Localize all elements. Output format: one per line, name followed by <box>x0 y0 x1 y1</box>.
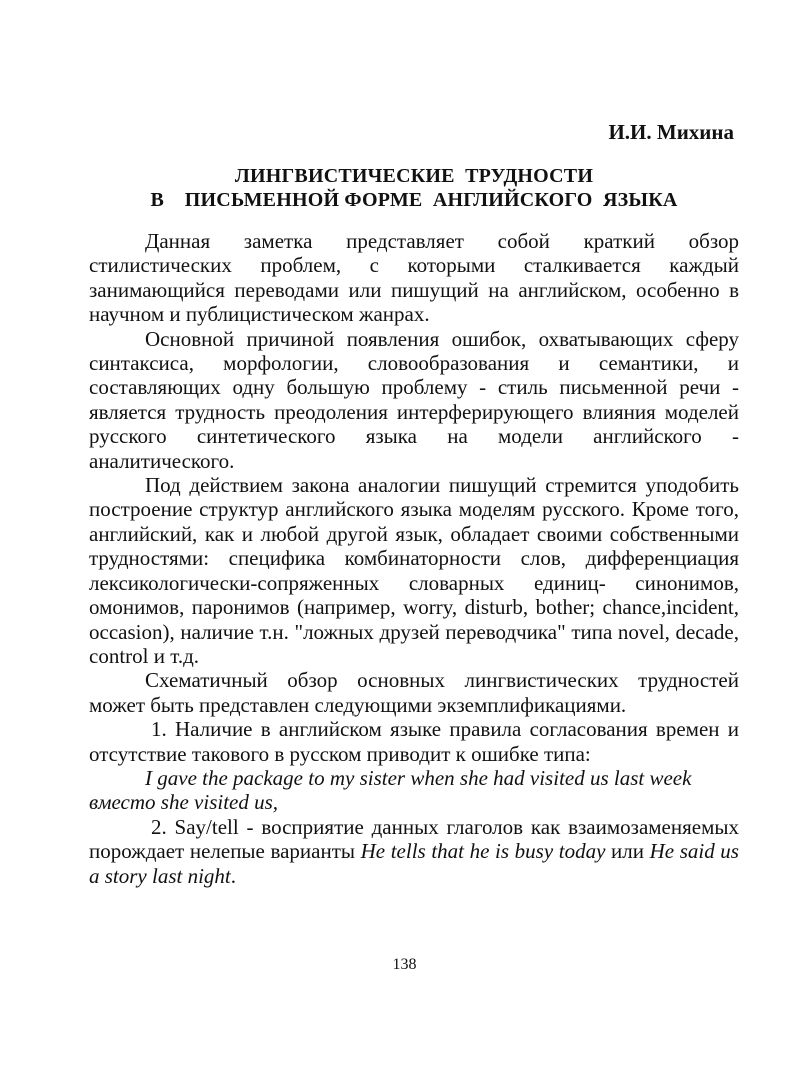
paragraph-3: Под действием закона аналогии пишущий стремится уподобить построение структур английского языка моделям русского. Кроме того, английский, как и любой другой язык, обладает своими собственными трудностями: специфика комбинаторности слов, дифференциация лексикологически-сопряженных словарных единиц- синонимов, омонимов, паронимов (например, worry, disturb, bother; chance,incident, occasion), наличие т.н. "ложных друзей переводчика" типа novel, decade, control и т.д. <box>89 473 739 668</box>
example-sentence: I gave the package to my sister when she had visited us last week <box>145 765 692 790</box>
paragraph-7 <box>89 815 739 888</box>
paragraph-5: 1. Наличие в английском языке правила согласования времен и отсутствие такового в русском приводит к ошибке типа: <box>89 717 739 766</box>
paragraph-1: Данная заметка представляет собой краткий обзор стилистических проблем, с которыми сталкивается каждый занимающийся переводами или пишущий на английском, особенно в научном и публицистическом жанрах. <box>89 229 739 327</box>
paragraph-7-end: . <box>230 863 237 888</box>
article-title <box>89 164 739 212</box>
author-name: И.И. Михина <box>608 120 734 144</box>
example-1: He tells that he is busy today <box>360 839 606 864</box>
page-number: 138 <box>392 956 417 973</box>
title-line-2: В ПИСЬМЕННОЙ ФОРМЕ АНГЛИЙСКОГО ЯЗЫКА <box>150 189 678 211</box>
paragraph-2: Основной причиной появления ошибок, охватывающих сферу синтаксиса, морфологии, словообразования и семантики, и составляющих одну большую проблему - стиль письменной речи - является трудность преодоления интерферирующего влияния моделей русского синтетического языка на модели английского - аналитического. <box>89 326 739 473</box>
example-2: He said us a story last night <box>89 839 739 888</box>
example-correction: вместо she visited us, <box>89 790 279 815</box>
paragraph-7-start: 2. Say/tell - восприятие данных глаголов как взаимозаменяемых порождает нелепые варианты <box>89 814 739 864</box>
article-body <box>89 229 739 888</box>
title-line-1: ЛИНГВИСТИЧЕСКИЕ ТРУДНОСТИ <box>234 165 594 187</box>
paragraph-4: Схематичный обзор основных лингвистических трудностей может быть представлен следующими экземплификациями. <box>89 668 739 717</box>
paragraph-7-mid: или <box>605 839 650 864</box>
